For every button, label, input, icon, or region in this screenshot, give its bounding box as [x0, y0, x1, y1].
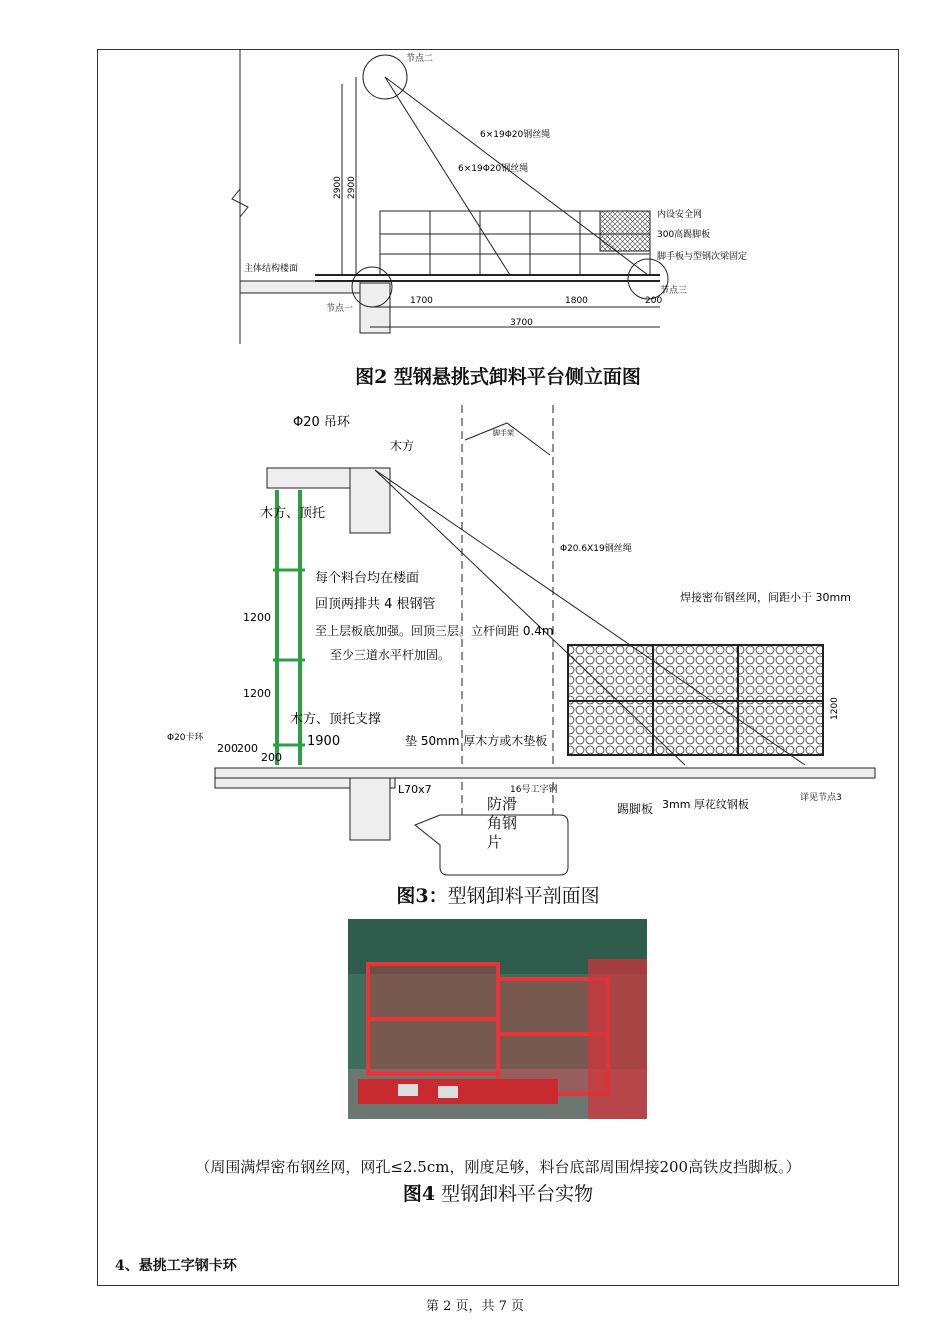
- figure-2-caption: 图2 型钢悬挑式卸料平台侧立面图: [355, 366, 641, 388]
- dim-3700: 3700: [510, 318, 533, 328]
- dim-200: 200: [645, 296, 663, 306]
- label-plate: 3mm 厚花纹钢板: [662, 798, 749, 811]
- figure-2-elevation: [220, 49, 748, 349]
- figure-4-caption: [97, 1179, 899, 1206]
- label-wood: 木方: [390, 439, 415, 453]
- label-rope: Φ20.6X19钢丝绳: [560, 544, 632, 554]
- label-wood-support: 木方、顶托: [260, 506, 326, 521]
- label-kick: 踢脚板: [617, 802, 654, 816]
- bubble-text: 防滑角钢片: [487, 795, 518, 851]
- label-rope1: 6×19Φ20钢丝绳: [480, 130, 551, 140]
- note-2: 回顶两排共 4 根钢管: [315, 597, 436, 612]
- note-1: 每个料台均在楼面: [315, 571, 420, 586]
- figure-3-number: 图3：: [396, 885, 448, 907]
- dim-1200-b: 1200: [243, 687, 271, 700]
- label-fix: 脚手板与型钢次梁固定: [657, 252, 748, 262]
- figure-3-text: 型钢卸料平剖面图: [447, 885, 600, 907]
- dim-1700: 1700: [410, 296, 433, 306]
- dim-200-b: 200: [237, 742, 258, 755]
- label-node: 详见节点3: [800, 793, 842, 803]
- dim-200-c: 200: [261, 751, 282, 764]
- label-pad: 垫 50mm 厚木方或木垫板: [405, 734, 548, 748]
- label-beam: 16号工字钢: [510, 785, 558, 795]
- figure-3-caption: [97, 881, 899, 908]
- label-rope2: 6×19Φ20钢丝绳: [458, 164, 529, 174]
- label-board: 300高踢脚板: [657, 230, 711, 240]
- label-scaffold: 脚手架: [493, 429, 514, 437]
- dim-1900: 1900: [307, 734, 341, 749]
- figure-4-note: （周围满焊密布钢丝网，网孔≤2.5cm，刚度足够，料台底部周围焊接200高铁皮挡脚板。）: [195, 1158, 801, 1176]
- label-ring: Φ20 吊环: [293, 415, 350, 430]
- section-heading: 4、悬挑工字钢卡环: [115, 1258, 237, 1274]
- label-node2: 节点二: [406, 54, 434, 64]
- label-angle: L70x7: [398, 783, 432, 796]
- page-footer: 第 2 页，共 7 页: [425, 1299, 525, 1314]
- note-3: 至上层板底加强。回顶三层。立杆间距 0.4m: [315, 624, 554, 638]
- dim-2900-b: 2900: [347, 176, 357, 199]
- label-clamp: Φ20卡环: [167, 733, 204, 743]
- dim-2900-a: 2900: [333, 176, 343, 199]
- label-node3: 节点三: [660, 286, 688, 296]
- figure-4-photo: [348, 919, 647, 1119]
- label-mesh: 焊接密布钢丝网，间距小于 30mm: [680, 591, 851, 604]
- figure-4-number: 图4: [402, 1183, 436, 1205]
- label-floor: 主体结构楼面: [244, 264, 299, 274]
- note-4: 至少三道水平杆加固。: [330, 648, 451, 662]
- label-wood-support2: 木方、顶托支撑: [290, 712, 382, 727]
- dim-200-a: 200: [217, 742, 238, 755]
- figure-4-text: 型钢卸料平台实物: [435, 1183, 594, 1205]
- label-node1: 节点一: [326, 304, 354, 314]
- dim-1800: 1800: [565, 296, 588, 306]
- dim-1200-a: 1200: [243, 611, 271, 624]
- label-net: 内设安全网: [657, 210, 703, 220]
- dim-1200-c: 1200: [830, 697, 840, 720]
